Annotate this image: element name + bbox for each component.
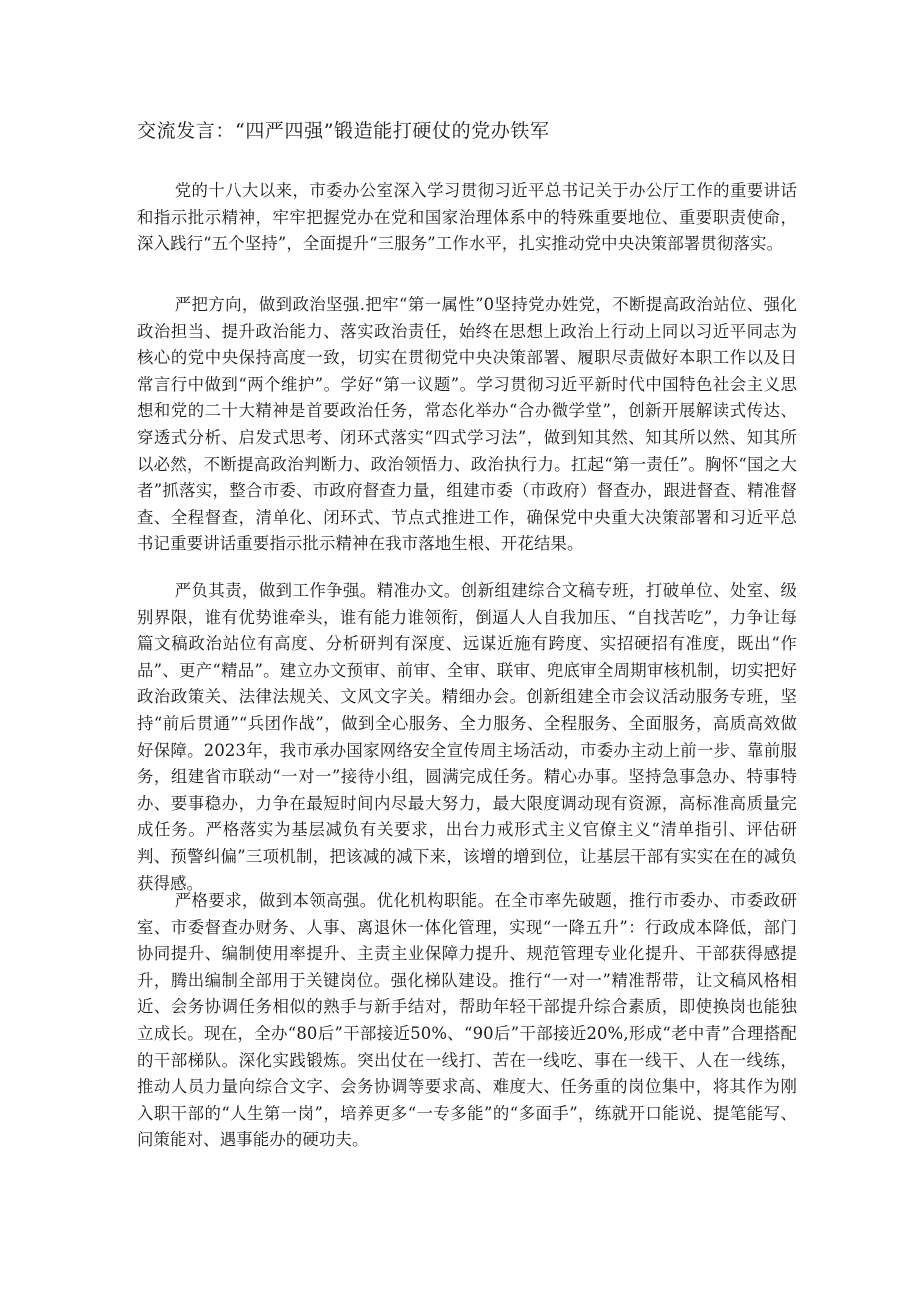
paragraph-capability: 严格要求，做到本领高强。优化机构职能。在全市率先破题，推行市委办、市委政研室、市委督查办财务、人事、离退休一体化管理，实现“一降五升”：行政成本降低，部门协同提升、编制使用率提升、主责主业保障力提升、规范管理专业化提升、干部获得感提升，腾出编制全部用于关键岗位。强化梯队建设。推行“一对一”精准帮带，让文稿风格相近、会务协调任务相似的熟手与新手结对，帮助年轻干部提升综合素质，即使换岗也能独立成长。现在，全办“80后”干部接近50%、“90后”干部接近20%,形成“老中青”合理搭配的干部梯队。深化实践锻炼。突出仗在一线打、苦在一线吃、事在一线干、人在一线练，推动人员力量向综合文字、会务协调等要求高、难度大、任务重的岗位集中，将其作为刚入职干部的“人生第一岗”，培养更多“一专多能”的“多面手”，练就开口能说、提笔能写、问策能对、遇事能办的硬功夫。 — [137, 891, 797, 1150]
paragraph-intro: 党的十八大以来，市委办公室深入学习贯彻习近平总书记关于办公厅工作的重要讲话和指示批示精神，牢牢把握党办在党和国家治理体系中的特殊重要地位、重要职责使命，深入践行“五个坚持”，全面提升“三服务”工作水平，扎实推动党中央决策部署贯彻落实。 — [137, 181, 797, 254]
document-title: 交流发言：“四严四强”锻造能打硬仗的党办铁军 — [137, 120, 550, 142]
paragraph-political: 严把方向，做到政治坚强.把牢“第一属性”0坚持党办姓党，不断提高政治站位、强化政治担当、提升政治能力、落实政治责任，始终在思想上政治上行动上同以习近平同志为核心的党中央保持高度一致，切实在贯彻党中央决策部署、履职尽责做好本职工作以及日常言行中做到“两个维护”。学好“第一议题”。学习贯彻习近平新时代中国特色社会主义思想和党的二十大精神是首要政治任务，常态化举办“合办微学堂”，创新开展解读式传达、穿透式分析、启发式思考、闭环式落实“四式学习法”，做到知其然、知其所以然、知其所以必然，不断提高政治判断力、政治领悟力、政治执行力。扛起“第一责任”。胸怀“国之大者”抓落实，整合市委、市政府督查力量，组建市委（市政府）督查办，跟进督查、精准督查、全程督查，清单化、闭环式、节点式推进工作，确保党中央重大决策部署和习近平总书记重要讲话重要指示批示精神在我市落地生根、开花结果。 — [137, 295, 797, 554]
paragraph-work: 严负其责，做到工作争强。精准办文。创新组建综合文稿专班，打破单位、处室、级别界限，谁有优势谁牵头，谁有能力谁领衔，倒逼人人自我加压、“自找苦吃”，力争让每篇文稿政治站位有高度、分析研判有深度、远谋近施有跨度、实招硬招有准度，既出“作品”、更产“精品”。建立办文预审、前审、全审、联审、兜底审全周期审核机制，切实把好政治政策关、法律法规关、文风文字关。精细办会。创新组建全市会议活动服务专班，坚持“前后贯通”“兵团作战”，做到全心服务、全力服务、全程服务、全面服务，高质高效做好保障。2023年，我市承办国家网络安全宣传周主场活动，市委办主动上前一步、靠前服务，组建省市联动“一对一”接待小组，圆满完成任务。精心办事。坚持急事急办、特事特办、要事稳办，力争在最短时间内尽最大努力，最大限度调动现有资源，高标准高质量完成任务。严格落实为基层减负有关要求，出台力戒形式主义官僚主义“清单指引、评估研判、预警纠偏”三项机制，把该减的减下来，该增的增到位，让基层干部有实实在在的减负获得感。 — [137, 581, 797, 893]
